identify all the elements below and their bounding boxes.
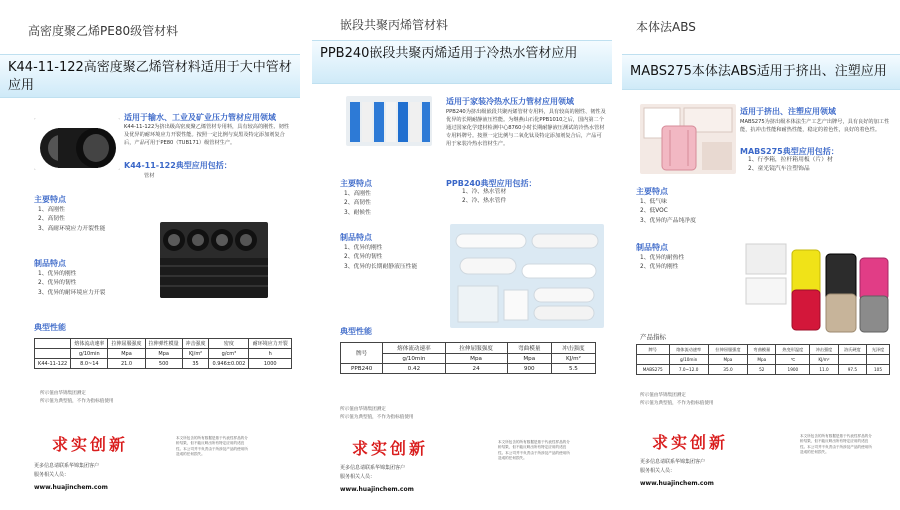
list-item: 1、优异的耐热性	[640, 255, 685, 261]
table-heading: 产品指标	[640, 333, 666, 341]
list-item: 2、高韧性	[38, 216, 65, 223]
list-item: 1、高刚性	[344, 191, 371, 197]
properties-table	[34, 338, 292, 369]
table-cell: 7.0~12.0	[669, 365, 708, 375]
table-cell: Mpa	[145, 349, 182, 359]
intro-text: MABS275为挤出级本体法生产工艺产出牌号，具有良好的加工性能，抗冲击性能和耐热性能，稳定的着色性，良好的着色性。	[740, 119, 890, 134]
panel-ppb240	[312, 0, 612, 510]
table-units-row	[637, 355, 890, 365]
table-cell: 洛氏硬度	[838, 345, 866, 355]
table-cell: 拉伸屈服强度	[108, 339, 145, 349]
slogan: 求实创新	[352, 439, 429, 458]
table-cell: h	[249, 349, 292, 359]
features-heading: 主要特点	[34, 195, 66, 204]
table-cell: 密度	[209, 339, 249, 349]
list-item: 1、冷、热水管材	[462, 189, 507, 195]
table-cell: 耐环境应力开裂	[249, 339, 292, 349]
application-heading: 适用于输水、工业及矿业压力管材应用领域	[124, 113, 276, 122]
table-cell: g/10min	[71, 349, 108, 359]
website-link[interactable]: www.huajinchem.com	[340, 486, 414, 493]
panel-title: 嵌段共聚丙烯管材料	[340, 18, 449, 32]
table-cell: 500	[145, 359, 182, 369]
table-cell: Mpa	[708, 355, 747, 365]
uses-heading: PPB240典型应用包括：	[446, 179, 537, 188]
panel-pe80	[0, 0, 300, 510]
table-cell	[838, 355, 866, 365]
list-item: 1、行李箱，拉杆箱用板（片）材	[748, 157, 833, 163]
pipes-stack-image	[160, 222, 268, 298]
website-link[interactable]: www.huajinchem.com	[34, 484, 108, 491]
colored-pipes-illustration	[346, 96, 432, 146]
note-tested: 所示值由华锦集团测定	[340, 407, 386, 412]
table-cell: 熔体流动速率	[71, 339, 108, 349]
table-cell	[637, 355, 670, 365]
table-cell: 1900	[776, 365, 810, 375]
pipe-illustration	[34, 118, 120, 170]
product-features-list	[38, 270, 105, 298]
contact-line: 更多信息请联系华锦集团客户	[640, 459, 706, 465]
contact-line: 更多信息请联系华锦集团客户	[340, 465, 406, 471]
suitcases-illustration	[742, 236, 892, 334]
list-item: 2、高韧性	[344, 200, 371, 207]
list-item: 2、童光镜汽车注塑饰品	[748, 166, 810, 173]
table-cell: KJ/m²	[182, 349, 209, 359]
list-item: 1、优异的刚性	[344, 245, 383, 251]
table-cell: 弯曲模量	[507, 343, 551, 354]
product-features-heading: 制品特点	[34, 259, 66, 268]
luggage-room-image	[640, 104, 736, 174]
table-cell: 0.42	[383, 364, 445, 374]
table-header-row	[341, 343, 596, 354]
list-item: 2、优异的韧性	[38, 280, 77, 287]
table-cell: 97.5	[838, 365, 866, 375]
table-header-row	[637, 345, 890, 355]
list-item: 2、优异的韧性	[344, 254, 383, 261]
disclaimer: 本文所包含的所有数据是基于代表性样品的分析结果，但不能反映出所有特定应用的适宜性。本公司并不负责由于所涉及产品的使用所造成的任何损失。	[498, 440, 570, 461]
website-link[interactable]: www.huajinchem.com	[640, 480, 714, 487]
table-cell: Mpa	[507, 354, 551, 364]
table-cell: ℃	[776, 355, 810, 365]
product-features-list	[640, 254, 684, 273]
application-heading: 适用于挤出、注塑应用领域	[740, 107, 836, 116]
table-cell: KJ/m²	[551, 354, 595, 364]
table-header-row	[35, 339, 292, 349]
table-cell: Mpa	[445, 354, 507, 364]
table-cell: MABS275	[637, 365, 670, 375]
table-cell: 11.0	[810, 365, 838, 375]
table-row	[35, 359, 292, 369]
colored-pipes-image	[346, 96, 432, 146]
table-heading: 典型性能	[34, 323, 66, 332]
features-list	[640, 198, 696, 226]
pipes-stack-illustration	[160, 222, 268, 298]
table-cell: 冲击强度	[810, 345, 838, 355]
contact-line: 服务相关人员：	[34, 472, 70, 478]
slogan: 求实创新	[652, 433, 729, 452]
banner: MABS275本体法ABS适用于挤出、注塑应用	[622, 54, 900, 90]
table-cell: 5.5	[551, 364, 595, 374]
black-pipe-image	[34, 118, 120, 170]
table-cell: 熔体流动速率	[669, 345, 708, 355]
suitcases-image	[742, 236, 892, 334]
list-item: 3、优异的长期耐静液压性能	[344, 263, 418, 270]
banner: K44-11-122高密度聚乙烯管材料适用于大中管材应用	[0, 54, 300, 98]
table-cell: 21.0	[108, 359, 145, 369]
product-features-heading: 制品特点	[340, 233, 372, 242]
list-item: 1、高刚性	[38, 207, 65, 213]
list-item: 3、优异的耐环境应力开裂	[38, 289, 106, 296]
table-cell: 35	[182, 359, 209, 369]
table-cell: KJ/m²	[810, 355, 838, 365]
note-typical: 所示值为典型值，不作为指标值使用	[40, 399, 114, 404]
table-cell: 0.946±0.002	[209, 359, 249, 369]
contact-line: 更多信息请联系华锦集团客户	[34, 463, 100, 469]
list-item: 3、优异的产品纯净度	[640, 217, 696, 224]
note-tested: 所示值由华锦集团测定	[40, 391, 86, 396]
table-cell: PPB240	[341, 364, 383, 374]
table-row	[637, 365, 890, 375]
table-cell: 拉伸弹性模量	[145, 339, 182, 349]
disclaimer: 本文所包含的所有数据是基于代表性样品的分析结果，但不能反映出所有特定应用的适宜性。本公司并不负责由于所涉及产品的使用所造成的任何损失。	[176, 436, 248, 457]
uses-list	[748, 156, 833, 175]
table-cell: 热变形温度	[776, 345, 810, 355]
table-cell: 弯曲模量	[748, 345, 776, 355]
table-cell: 光泽度	[867, 345, 890, 355]
note-tested: 所示值由华锦集团测定	[640, 393, 686, 398]
list-item: 3、高耐环境应力开裂性能	[38, 225, 106, 232]
list-item: 2、优异的刚性	[640, 264, 679, 271]
list-item: 3、耐候性	[344, 209, 371, 216]
intro-text: K44-11-122为挤出级高密度聚乙烯管材专用料，具有较高的刚性、韧性及优异的耐环境应力开裂性能。按照一定比例与炭黑及特定添加剂复合后，产品可用于PE80（TUB171）级管材生产。	[124, 124, 290, 147]
table-cell: 熔体流动速率	[383, 343, 445, 354]
contact-line: 服务相关人员：	[340, 474, 376, 480]
table-cell: Mpa	[748, 355, 776, 365]
table-cell: 冲击强度	[551, 343, 595, 354]
table-heading: 典型性能	[340, 327, 372, 336]
contact-line: 服务相关人员：	[640, 468, 676, 474]
disclaimer: 本文所包含的所有数据是基于代表性样品的分析结果，但不能反映出所有特定应用的适宜性。本公司并不负责由于所涉及产品的使用所造成的任何损失。	[800, 434, 872, 455]
table-cell: 900	[507, 364, 551, 374]
features-list	[344, 190, 371, 218]
use-item: 管材	[144, 173, 155, 179]
table-cell: 牌号	[637, 345, 670, 355]
table-cell	[867, 355, 890, 365]
table-cell: K44-11-122	[35, 359, 71, 369]
intro-text: PPB240为挤出级嵌段共聚丙烯管材专用料，具有较高的刚性、韧性及优异的长期耐静液压性能。为继燕山石化PPB1010之后，国内第二个通过国家化学建材检测中心8760小时长期耐静液压测试的冷热水管材专用料牌号。按照一定比例与二氧化钛及特定添加剂复合后，产品可用于家装冷热水管材生产。	[446, 109, 606, 148]
features-list	[38, 206, 105, 234]
table-cell: g/10min	[383, 354, 445, 364]
uses-heading: MABS275典型应用包括：	[740, 147, 839, 156]
table-cell: 1000	[249, 359, 292, 369]
table-row	[341, 364, 596, 374]
list-item: 1、低气味	[640, 199, 667, 205]
features-heading: 主要特点	[636, 187, 668, 196]
product-features-heading: 制品特点	[636, 243, 668, 252]
panel-title: 本体法ABS	[636, 20, 696, 34]
panel-mabs275	[622, 0, 900, 510]
white-pipes-illustration	[450, 224, 604, 328]
uses-heading: K44-11-122典型应用包括：	[124, 161, 232, 170]
list-item: 1、优异的刚性	[38, 271, 77, 277]
slogan: 求实创新	[52, 435, 129, 454]
table-cell: 105	[867, 365, 890, 375]
table-cell: 35.0	[708, 365, 747, 375]
table-cell: 拉伸屈服强度	[445, 343, 507, 354]
table-cell: g/10min	[669, 355, 708, 365]
table-cell	[35, 339, 71, 349]
table-units-row	[35, 349, 292, 359]
uses-list	[462, 188, 506, 207]
table-cell: Mpa	[108, 349, 145, 359]
list-item: 2、冷、热水管件	[462, 198, 507, 205]
table-cell: 24	[445, 364, 507, 374]
banner: PPB240嵌段共聚丙烯适用于冷热水管材应用	[312, 40, 612, 84]
note-typical: 所示值为典型值，不作为指标值使用	[640, 401, 714, 406]
properties-table	[340, 342, 596, 374]
table-cell: 冲击强度	[182, 339, 209, 349]
properties-table	[636, 344, 890, 375]
product-features-list	[344, 244, 417, 272]
application-heading: 适用于家装冷热水压力管材应用领域	[446, 97, 574, 106]
table-cell: 拉伸屈服强度	[708, 345, 747, 355]
table-cell: 牌号	[341, 343, 383, 364]
note-typical: 所示值为典型值，不作为指标值使用	[340, 415, 414, 420]
table-cell	[35, 349, 71, 359]
table-cell: 8.0~14	[71, 359, 108, 369]
table-cell: 52	[748, 365, 776, 375]
list-item: 2、低VOC	[640, 208, 668, 215]
panel-title: 高密度聚乙烯PE80级管材料	[28, 24, 179, 38]
white-pipes-image	[450, 224, 604, 328]
features-heading: 主要特点	[340, 179, 372, 188]
table-cell: g/cm³	[209, 349, 249, 359]
luggage-room-illustration	[640, 104, 736, 174]
